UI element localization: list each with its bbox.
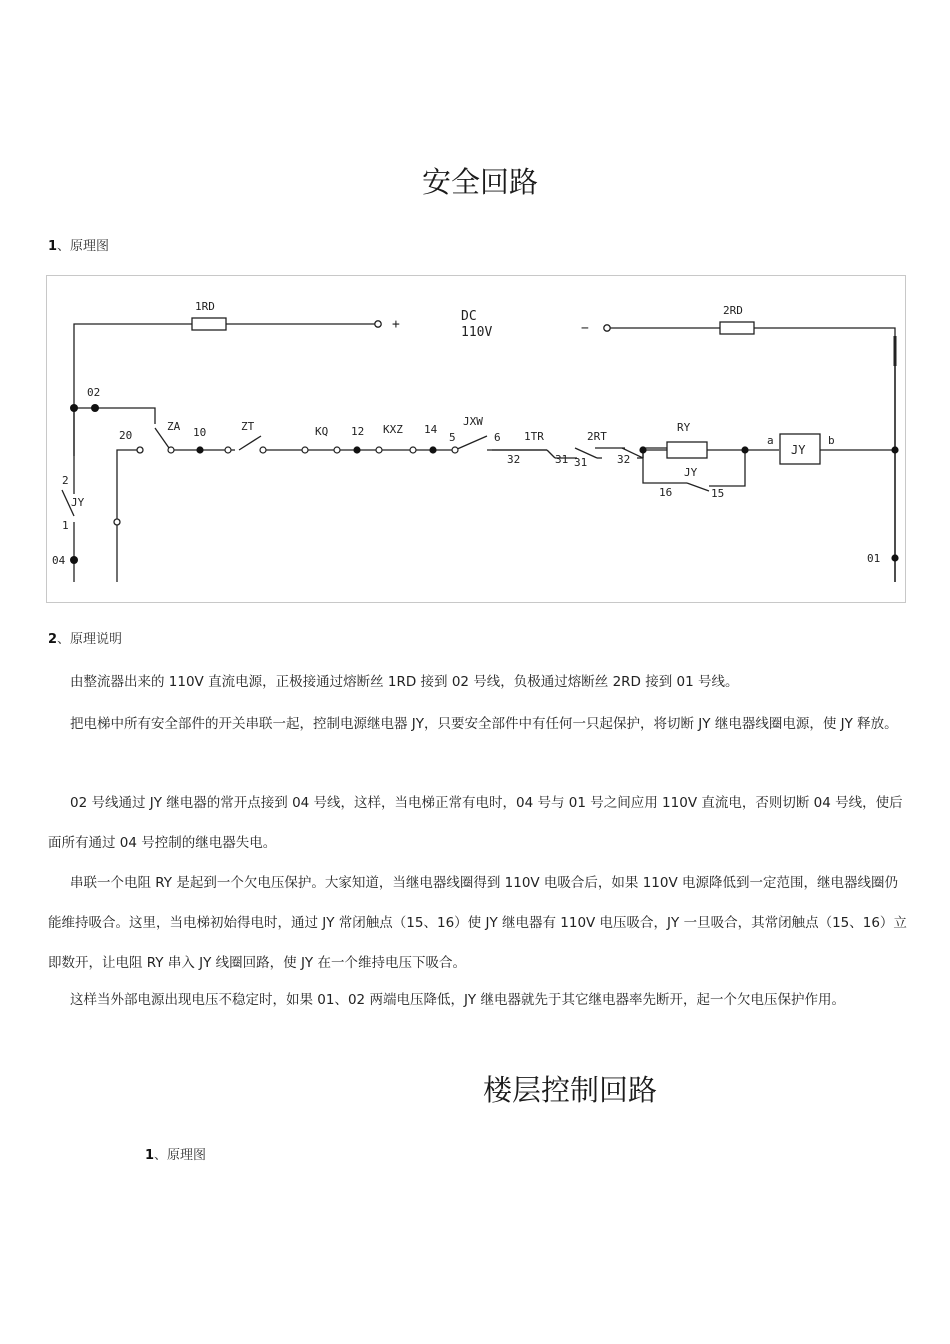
paragraph-2: 把电梯中所有安全部件的开关串联一起，控制电源继电器 JY，只要安全部件中有任何一只起保护，将切断 JY 继电器线圈电源，使 JY 释放。 bbox=[70, 716, 898, 732]
heading-text: 、原理图 bbox=[57, 239, 110, 254]
fuse-1rd bbox=[192, 318, 226, 330]
wire-02-to-za bbox=[95, 408, 155, 424]
jxw-blade bbox=[455, 436, 487, 450]
label-04: 04 bbox=[52, 554, 66, 567]
label-01: 01 bbox=[867, 552, 881, 565]
label-16: 16 bbox=[659, 486, 673, 499]
label-2rd: 2RD bbox=[723, 304, 743, 317]
label-1tr: 1TR bbox=[524, 430, 544, 443]
bypass-right bbox=[709, 450, 745, 486]
section-heading-floor-diagram bbox=[145, 1144, 206, 1163]
label-jxw: JXW bbox=[463, 415, 483, 428]
label-2: 2 bbox=[62, 474, 69, 487]
heading-text: 、原理图 bbox=[154, 1148, 207, 1163]
zt-blade bbox=[239, 436, 261, 450]
label-5: 5 bbox=[449, 431, 456, 444]
label-12: 12 bbox=[351, 425, 365, 438]
jy-nc-blade bbox=[687, 483, 709, 491]
label-jy-switch: JY bbox=[71, 496, 85, 509]
label-15: 15 bbox=[711, 487, 725, 500]
minus-terminal bbox=[604, 325, 610, 331]
label-14: 14 bbox=[424, 423, 438, 436]
paragraph-3: 02 号线通过 JY 继电器的常开点接到 04 号线，这样，当电梯正常有电时，04 号与 01 号之间应用 110V 直流电，否则切断 04 号线，使后面所有通过 04 号控制的继电器失电。 bbox=[48, 795, 903, 851]
bypass-left bbox=[643, 450, 687, 483]
label-plus: + bbox=[392, 317, 400, 332]
circuit-schematic bbox=[47, 276, 905, 602]
label-32b: 32 bbox=[617, 453, 631, 466]
fuse-2rd bbox=[720, 322, 754, 334]
section-heading-diagram bbox=[48, 235, 109, 254]
label-za: ZA bbox=[167, 420, 181, 433]
label-jy-contact: JY bbox=[684, 466, 698, 479]
label-2rt: 2RT bbox=[587, 430, 607, 443]
label-jy-coil: JY bbox=[791, 443, 806, 457]
wire-20 bbox=[117, 450, 137, 582]
label-1rd: 1RD bbox=[195, 300, 215, 313]
section-heading-explanation bbox=[48, 628, 122, 647]
label-10: 10 bbox=[193, 426, 207, 439]
label-ry: RY bbox=[677, 421, 691, 434]
label-kxz: KXZ bbox=[383, 423, 403, 436]
top-right-wire bbox=[754, 328, 895, 366]
label-a: a bbox=[767, 434, 774, 447]
label-minus: − bbox=[581, 321, 589, 336]
label-32a: 32 bbox=[507, 453, 521, 466]
label-02: 02 bbox=[87, 386, 101, 399]
label-1: 1 bbox=[62, 519, 69, 532]
label-31b: 31 bbox=[574, 456, 588, 469]
page-title: 安全回路 bbox=[421, 165, 538, 199]
label-20: 20 bbox=[119, 429, 133, 442]
paragraph-1: 由整流器出来的 110V 直流电源，正极接通过熔断丝 1RD 接到 02 号线，负极通过熔断丝 2RD 接到 01 号线。 bbox=[70, 674, 739, 690]
label-dc: DC bbox=[461, 309, 477, 324]
heading-number: 1 bbox=[48, 239, 58, 254]
label-31a: 31 bbox=[555, 453, 569, 466]
label-b: b bbox=[828, 434, 835, 447]
plus-terminal bbox=[375, 321, 381, 327]
heading-number: 2 bbox=[48, 632, 58, 647]
label-kq: KQ bbox=[315, 425, 329, 438]
label-zt: ZT bbox=[241, 420, 255, 433]
heading-number: 1 bbox=[145, 1148, 155, 1163]
label-110v: 110V bbox=[461, 325, 493, 340]
paragraph-4: 串联一个电阻 RY 是起到一个欠电压保护。大家知道，当继电器线圈得到 110V 电吸合后，如果 110V 电源降低到一定范围，继电器线圈仍能维持吸合。这里，当电梯初始得电时，通过 JY 常闭触点（15、16）使 JY 继电器有 110V 电压吸合，JY 一旦吸合，其常闭触点（15、16）立即数开，让电阻 RY 串入 JY 线圈回路，使 JY 在一个维持电压下吸合。 bbox=[48, 875, 907, 971]
label-6: 6 bbox=[494, 431, 501, 444]
section-title-floor-control: 楼层控制回路 bbox=[482, 1073, 657, 1107]
safety-circuit-diagram bbox=[46, 275, 906, 603]
heading-text: 、原理说明 bbox=[57, 632, 123, 647]
paragraph-5: 这样当外部电源出现电压不稳定时，如果 01、02 两端电压降低，JY 继电器就先于其它继电器率先断开，起一个欠电压保护作用。 bbox=[70, 992, 845, 1008]
resistor-ry bbox=[667, 442, 707, 458]
